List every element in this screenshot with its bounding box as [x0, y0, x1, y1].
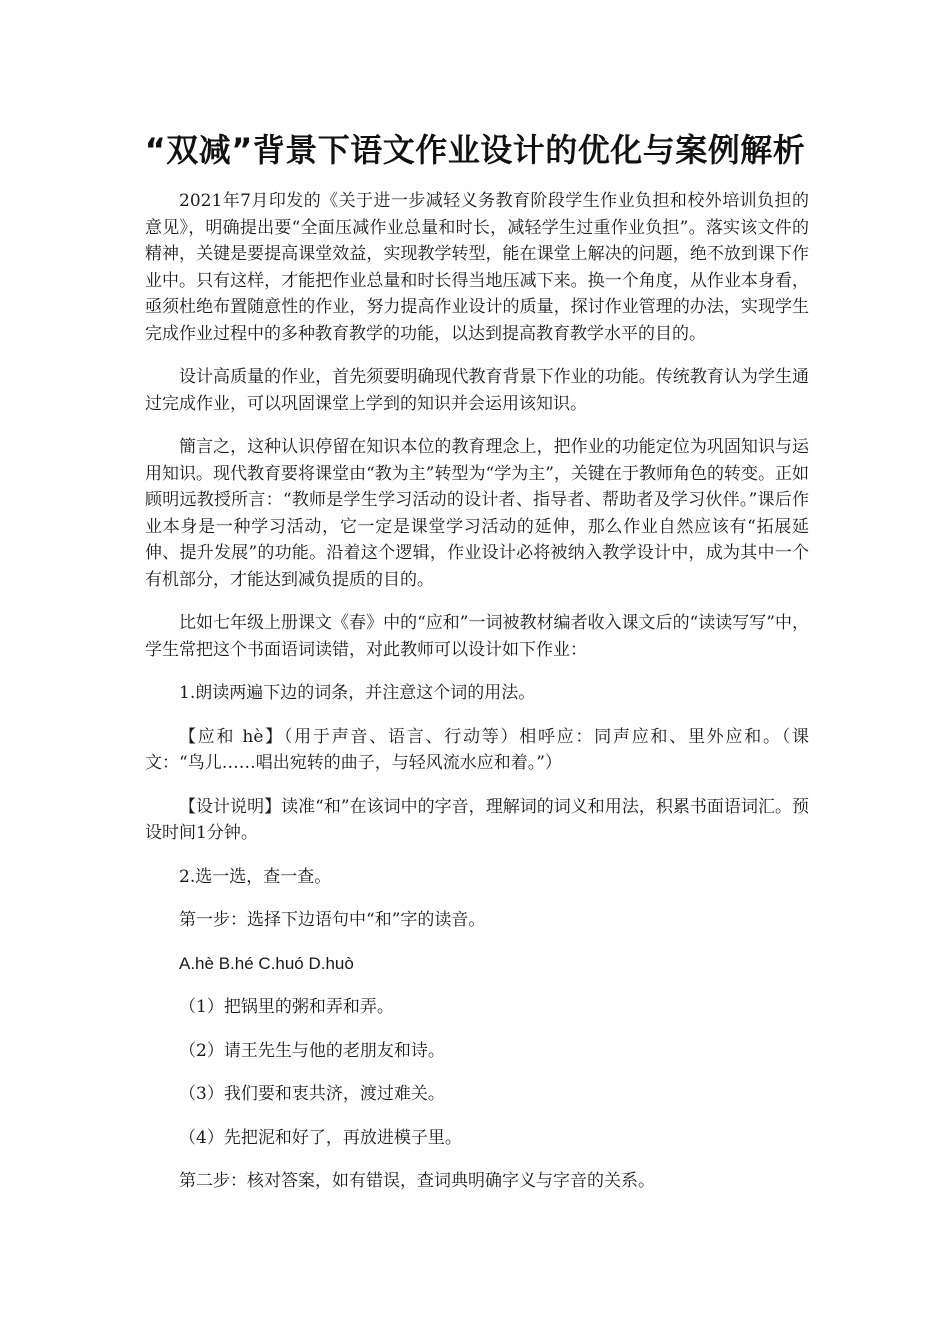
paragraph-intro: 2021年7月印发的《关于进一步减轻义务教育阶段学生作业负担和校外培训负担的意见》，明确提出要“全面压减作业总量和时长，减轻学生过重作业负担”。落实该文件的精神，关键是要提高课堂效益，实现教学转型，能在课堂上解决的问题，绝不放到课下作业中。只有这样，才能把作业总量和时长得当地压减下来。换一个角度，从作业本身看，亟须杜绝布置随意性的作业，努力提高作业设计的质量，探讨作业管理的办法，实现学生完成作业过程中的多种教育教学的功能，以达到提高教育教学水平的目的。	[145, 191, 809, 344]
sentence-1: （1）把锅里的粥和弄和弄。	[179, 997, 394, 1017]
paragraph-homework-function: 设计高质量的作业，首先须要明确现代教育背景下作业的功能。传统教育认为学生通过完成作业，可以巩固课堂上学到的知识并会运用该知识。	[145, 367, 809, 414]
sentence-2: （2）请王先生与他的老朋友和诗。	[179, 1040, 445, 1061]
sentence-4: （4）先把泥和好了，再放进模子里。	[179, 1127, 462, 1148]
step-2: 第二步：核对答案，如有错误，查词典明确字义与字音的关系。	[179, 1171, 655, 1191]
pronunciation-options: A.hè B.hé C.huó D.huò	[179, 953, 354, 973]
task-2-heading: 2.选一选，查一查。	[179, 866, 332, 887]
document-body	[145, 188, 809, 1212]
design-note: 【设计说明】读准“和”在该词中的字音，理解词的词义和用法，积累书面语词汇。预设时间1分钟。	[145, 796, 809, 843]
paragraph-in-short: 簡言之，这种认识停留在知识本位的教育理念上，把作业的功能定位为巩固知识与运用知识。现代教育要将课堂由“教为主”转型为“学为主”，关键在于教师角色的转变。正如顾明远教授所言：“教师是学生学习活动的设计者、指导者、帮助者及学习伙伴。”课后作业本身是一种学习活动，它一定是课堂学习活动的延伸，那么作业自然应该有“拓展延伸、提升发展”的功能。沿着这个逻辑，作业设计必将被纳入教学设计中，成为其中一个有机部分，才能达到减负提质的目的。	[145, 437, 809, 590]
document-title: “双减”背景下语文作业设计的优化与案例解析	[144, 131, 806, 169]
task-1-heading: 1.朗读两遍下边的词条，并注意这个词的用法。	[179, 683, 536, 703]
dictionary-entry: 【应和 hè】（用于声音、语言、行动等）相呼应：同声应和、里外应和。（课文：“鸟儿……唱出宛转的曲子，与轻风流水应和着。”）	[145, 726, 809, 773]
paragraph-example: 比如七年级上册课文《春》中的“应和”一词被教材编者收入课文后的“读读写写”中，学生常把这个书面语词读错，对此教师可以设计如下作业：	[145, 613, 809, 660]
step-1: 第一步：选择下边语句中“和”字的读音。	[179, 910, 486, 930]
sentence-3: （3）我们要和衷共济，渡过难关。	[179, 1084, 445, 1104]
